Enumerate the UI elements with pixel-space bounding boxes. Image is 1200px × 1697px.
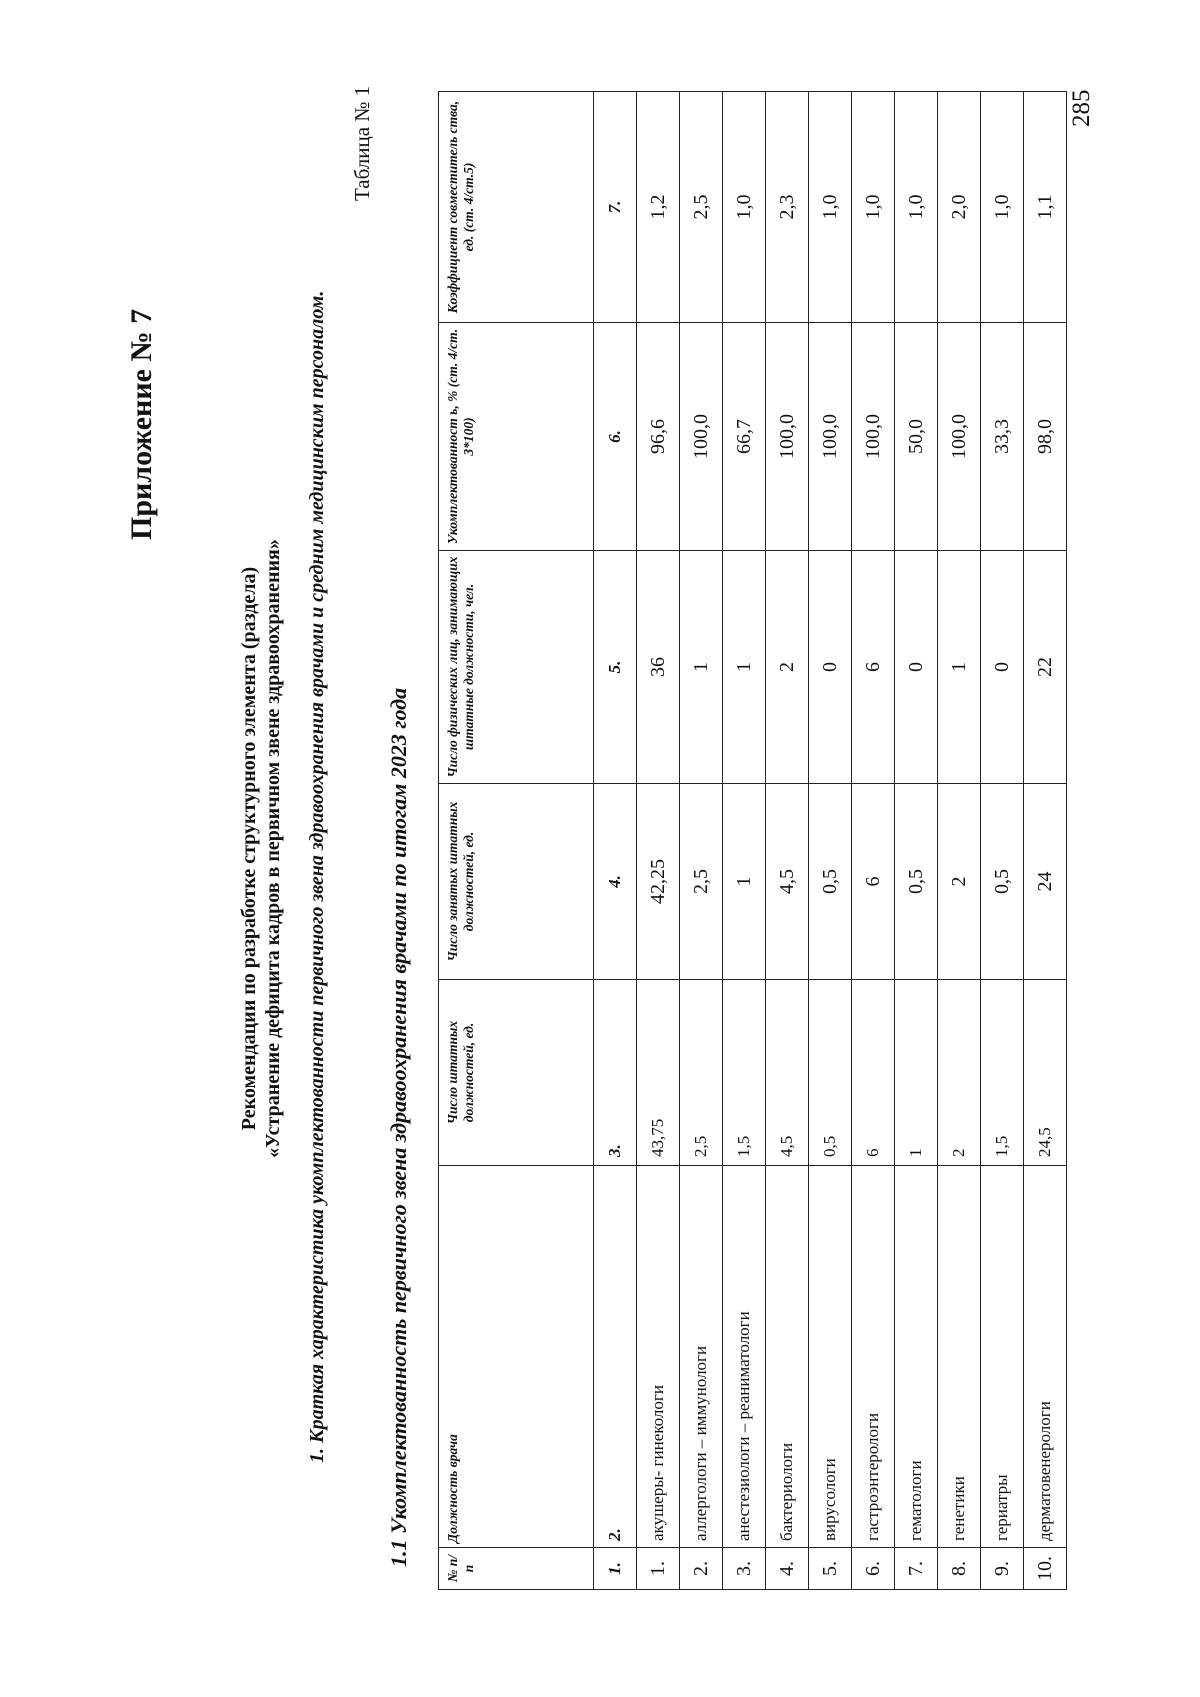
- column-number: 6.: [594, 323, 637, 551]
- table-cell: 1: [895, 980, 938, 1166]
- column-number: 7.: [594, 92, 637, 323]
- column-header: Коэффициент совместитель ства, ед. (ст. 4/ст.5): [439, 92, 594, 323]
- table-cell: 1.: [637, 1548, 680, 1590]
- table-row: [895, 92, 938, 1590]
- column-number: 5.: [594, 551, 637, 784]
- table-cell: 2,3: [766, 92, 809, 323]
- table-cell: 1: [723, 784, 766, 980]
- table-cell: 1,5: [981, 980, 1024, 1166]
- table-row: [938, 92, 981, 1590]
- table-cell: 9.: [981, 1548, 1024, 1590]
- column-header: № п/п: [439, 1548, 594, 1590]
- table-cell: 1,0: [723, 92, 766, 323]
- staffing-table: [438, 91, 1067, 1590]
- column-number-row: [594, 92, 637, 1590]
- table-row: [723, 92, 766, 1590]
- section-heading: 1. Краткая характеристика укомплектованности первичного звена здравоохранения врачами и средним медицинским персоналом.: [306, 290, 328, 1463]
- table-cell: 98,0: [1024, 323, 1067, 551]
- table-cell: 100,0: [680, 323, 723, 551]
- table-row: [680, 92, 723, 1590]
- page-number: 285: [1068, 89, 1095, 127]
- table-cell: 0: [809, 551, 852, 784]
- table-cell: 50,0: [895, 323, 938, 551]
- column-header: Должность врача: [439, 1166, 594, 1548]
- table-cell: 100,0: [766, 323, 809, 551]
- table-cell: 22: [1024, 551, 1067, 784]
- table-header: [439, 92, 594, 1590]
- table-cell: 0: [981, 551, 1024, 784]
- table-cell: 6: [852, 551, 895, 784]
- table-cell: аллергологи – иммунологи: [680, 1166, 723, 1548]
- table-cell: 100,0: [809, 323, 852, 551]
- column-header: Число занятых штатных должностей, ед.: [439, 784, 594, 980]
- table-cell: 2,5: [680, 980, 723, 1166]
- table-cell: генетики: [938, 1166, 981, 1548]
- column-header: Укомплектованност ь, % (ст. 4/ст. 3*100): [439, 323, 594, 551]
- table-cell: 6: [852, 784, 895, 980]
- table-cell: вирусологи: [809, 1166, 852, 1548]
- table-cell: 2,5: [680, 92, 723, 323]
- table-cell: гематологи: [895, 1166, 938, 1548]
- table-cell: 7.: [895, 1548, 938, 1590]
- table-row: [852, 92, 895, 1590]
- table-row: [1024, 92, 1067, 1590]
- table-cell: 6: [852, 980, 895, 1166]
- table-cell: 2.: [680, 1548, 723, 1590]
- table-cell: 1,0: [895, 92, 938, 323]
- table-cell: 33,3: [981, 323, 1024, 551]
- table-row: [809, 92, 852, 1590]
- table-cell: 96,6: [637, 323, 680, 551]
- table-cell: 100,0: [852, 323, 895, 551]
- table-cell: 1,0: [981, 92, 1024, 323]
- table-cell: гастроэнтерологи: [852, 1166, 895, 1548]
- table-label: Таблица № 1: [350, 85, 374, 201]
- table-cell: 10.: [1024, 1548, 1067, 1590]
- column-header: Число физических лиц, занимающих штатные должности, чел.: [439, 551, 594, 784]
- column-number: 2.: [594, 1166, 637, 1548]
- table-cell: акушеры- гинекологи: [637, 1166, 680, 1548]
- table-row: [766, 92, 809, 1590]
- column-number: 1.: [594, 1548, 637, 1590]
- table-cell: 0: [895, 551, 938, 784]
- table-cell: 1,0: [852, 92, 895, 323]
- table-cell: 3.: [723, 1548, 766, 1590]
- table-cell: 8.: [938, 1548, 981, 1590]
- table-cell: 42,25: [637, 784, 680, 980]
- table-cell: дерматовенерологи: [1024, 1166, 1067, 1548]
- table-cell: 1,0: [809, 92, 852, 323]
- table-cell: 1,1: [1024, 92, 1067, 323]
- table-cell: бактериологи: [766, 1166, 809, 1548]
- table-cell: 4.: [766, 1548, 809, 1590]
- table-cell: 0,5: [809, 784, 852, 980]
- table-cell: 2: [938, 784, 981, 980]
- appendix-title: Приложение № 7: [125, 308, 158, 540]
- column-header: Число штатных должностей, ед.: [439, 980, 594, 1166]
- table-cell: 2: [766, 551, 809, 784]
- table-cell: гериатры: [981, 1166, 1024, 1548]
- table-cell: анестезиологи – реаниматологи: [723, 1166, 766, 1548]
- table-cell: 36: [637, 551, 680, 784]
- table-cell: 1: [938, 551, 981, 784]
- table-row: [981, 92, 1024, 1590]
- table-cell: 2: [938, 980, 981, 1166]
- table-cell: 0,5: [895, 784, 938, 980]
- table-cell: 2,5: [680, 784, 723, 980]
- table-cell: 1: [680, 551, 723, 784]
- table-cell: 24,5: [1024, 980, 1067, 1166]
- table-cell: 5.: [809, 1548, 852, 1590]
- header-row: [439, 92, 594, 1590]
- column-number: 4.: [594, 784, 637, 980]
- table-cell: 43,75: [637, 980, 680, 1166]
- table-cell: 1,2: [637, 92, 680, 323]
- table-cell: 24: [1024, 784, 1067, 980]
- table-body: [594, 92, 1067, 1590]
- column-number: 3.: [594, 980, 637, 1166]
- recommendations-title-line-2: «Устранение дефицита кадров в первичном звене здравоохранения»: [262, 539, 284, 1158]
- table-cell: 4,5: [766, 980, 809, 1166]
- table-cell: 2,0: [938, 92, 981, 323]
- recommendations-title-line-1: Рекомендации по разработке структурного элемента (раздела): [238, 566, 260, 1131]
- table-cell: 1,5: [723, 980, 766, 1166]
- table-cell: 1: [723, 551, 766, 784]
- table-cell: 66,7: [723, 323, 766, 551]
- table-cell: 0,5: [809, 980, 852, 1166]
- table-cell: 6.: [852, 1548, 895, 1590]
- table-cell: 100,0: [938, 323, 981, 551]
- table-cell: 4,5: [766, 784, 809, 980]
- table-row: [637, 92, 680, 1590]
- subsection-heading: 1.1 Укомплектованность первичного звена здравоохранения врачами по итогам 2023 года: [386, 687, 411, 1567]
- table-cell: 0,5: [981, 784, 1024, 980]
